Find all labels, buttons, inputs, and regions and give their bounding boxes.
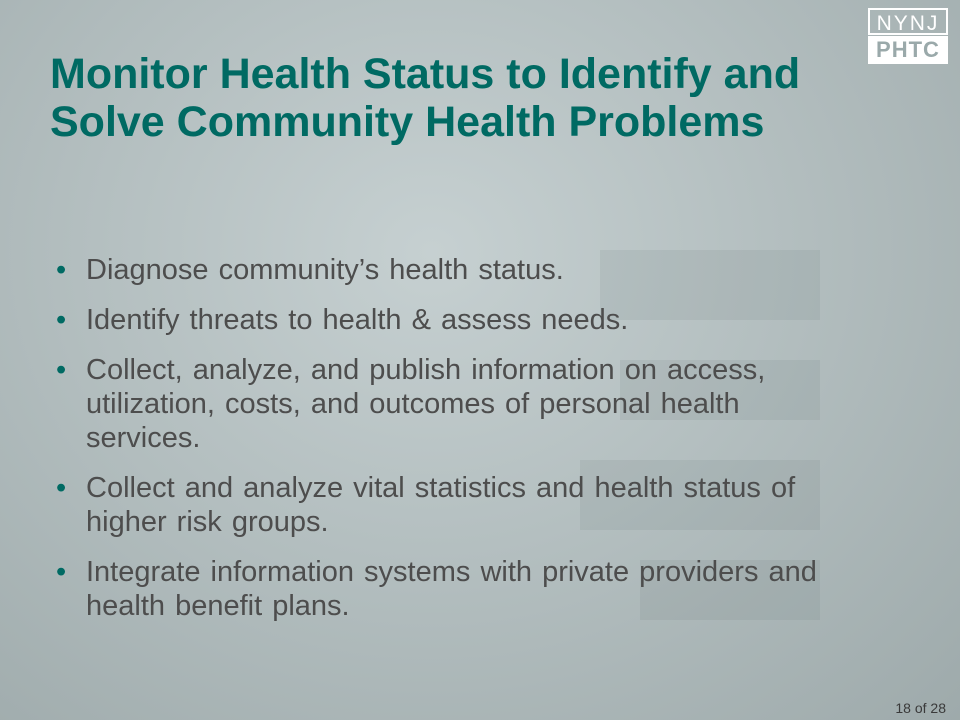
bullet-item: [56, 353, 856, 455]
bullet-dot: •: [56, 354, 67, 386]
bullet-text: Identify threats to health & assess needs.: [86, 304, 629, 336]
bullet-item: [56, 253, 856, 287]
logo-top-text: NYNJ: [868, 8, 948, 35]
page-number: 18 of 28: [895, 700, 946, 716]
bullet-dot: •: [56, 254, 67, 286]
bullet-dot: •: [56, 472, 67, 504]
slide-title: Monitor Health Status to Identify and Solve Community Health Problems: [50, 50, 801, 146]
logo-bottom-text: PHTC: [868, 36, 948, 64]
bullet-item: [56, 303, 856, 337]
bullet-item: [56, 555, 856, 623]
bullet-text: Diagnose community’s health status.: [86, 254, 564, 286]
nynj-phtc-logo: [868, 8, 948, 64]
bullet-text: Collect and analyze vital statistics and health status of higher risk groups.: [86, 472, 796, 538]
bullet-text: Collect, analyze, and publish information on access, utilization, costs, and outcomes of personal health services.: [86, 354, 766, 454]
bullet-text: Integrate information systems with private providers and health benefit plans.: [86, 556, 817, 622]
bullet-list: [56, 253, 856, 639]
bullet-dot: •: [56, 304, 67, 336]
bullet-dot: •: [56, 556, 67, 588]
bullet-item: [56, 471, 856, 539]
